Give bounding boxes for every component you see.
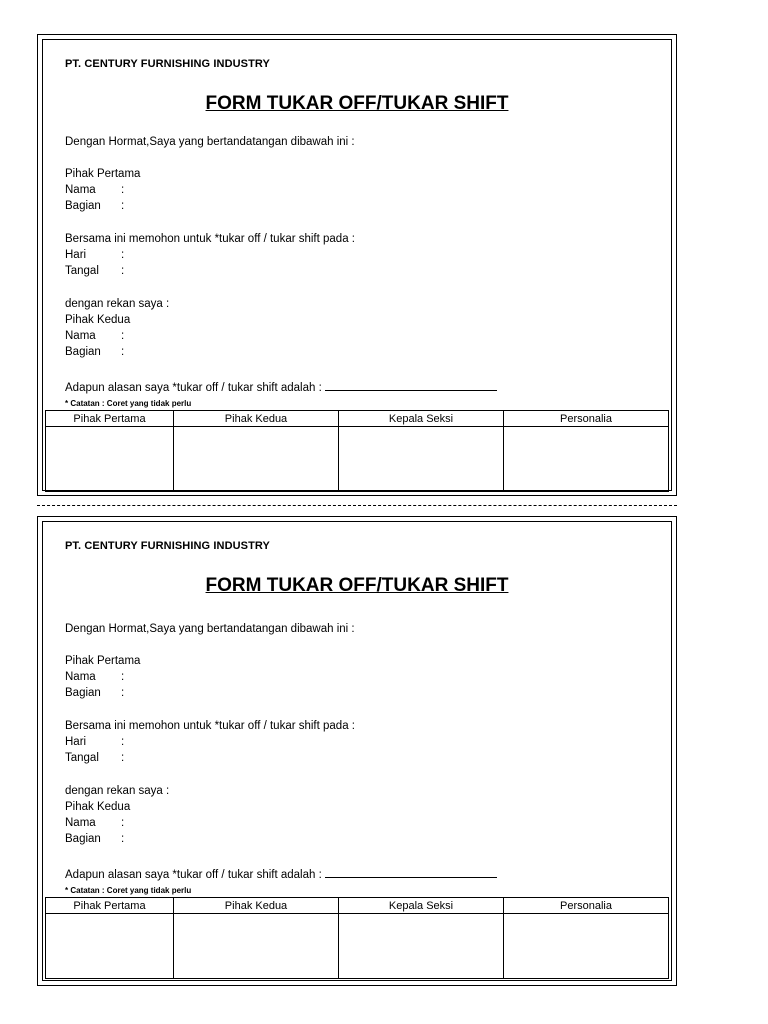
pihak-kedua-heading: Pihak Kedua <box>65 314 131 326</box>
colon: : <box>121 184 125 196</box>
nama-label: Nama <box>65 330 96 342</box>
note-text: * Catatan : Coret yang tidak perlu <box>65 886 192 895</box>
sig-header-pihak-pertama: Pihak Pertama <box>46 411 174 427</box>
signature-header-row <box>46 898 669 914</box>
nama-field-1[interactable] <box>65 184 124 196</box>
signature-row <box>46 427 669 492</box>
colon: : <box>121 752 125 764</box>
colon: : <box>121 249 125 261</box>
sig-box-pihak-kedua[interactable] <box>174 914 339 979</box>
bagian-label: Bagian <box>65 687 101 699</box>
signature-row <box>46 914 669 979</box>
tangal-label: Tangal <box>65 265 99 277</box>
sig-header-pihak-kedua: Pihak Kedua <box>174 898 339 914</box>
bagian-field-1[interactable] <box>65 200 124 212</box>
form-card-1 <box>37 34 677 496</box>
intro-text: Dengan Hormat,Saya yang bertandatangan dibawah ini : <box>65 623 355 635</box>
signature-header-row <box>46 411 669 427</box>
nama-field-1[interactable] <box>65 671 124 683</box>
bagian-field-2[interactable] <box>65 346 124 358</box>
hari-field[interactable] <box>65 249 124 261</box>
nama-field-2[interactable] <box>65 330 124 342</box>
tangal-label: Tangal <box>65 752 99 764</box>
sig-header-kepala-seksi: Kepala Seksi <box>339 898 504 914</box>
request-text: Bersama ini memohon untuk *tukar off / tukar shift pada : <box>65 233 355 245</box>
company-name: PT. CENTURY FURNISHING INDUSTRY <box>65 58 270 70</box>
colon: : <box>121 265 125 277</box>
request-text: Bersama ini memohon untuk *tukar off / tukar shift pada : <box>65 720 355 732</box>
company-name: PT. CENTURY FURNISHING INDUSTRY <box>65 540 270 552</box>
bagian-field-2[interactable] <box>65 833 124 845</box>
form-inner-border <box>42 521 672 981</box>
colon: : <box>121 817 125 829</box>
sig-header-pihak-pertama: Pihak Pertama <box>46 898 174 914</box>
sig-box-pihak-pertama[interactable] <box>46 914 174 979</box>
sig-box-pihak-kedua[interactable] <box>174 427 339 492</box>
tangal-field[interactable] <box>65 265 124 277</box>
sig-box-pihak-pertama[interactable] <box>46 427 174 492</box>
bagian-label: Bagian <box>65 346 101 358</box>
note-text: * Catatan : Coret yang tidak perlu <box>65 399 192 408</box>
form-title: FORM TUKAR OFF/TUKAR SHIFT <box>205 575 509 596</box>
nama-field-2[interactable] <box>65 817 124 829</box>
cut-line <box>37 505 677 506</box>
colon: : <box>121 346 125 358</box>
form-title: FORM TUKAR OFF/TUKAR SHIFT <box>205 93 509 114</box>
reason-blank-line[interactable] <box>325 866 497 878</box>
colon: : <box>121 687 125 699</box>
rekan-text: dengan rekan saya : <box>65 298 170 310</box>
colon: : <box>121 833 125 845</box>
reason-field[interactable] <box>65 379 497 394</box>
bagian-field-1[interactable] <box>65 687 124 699</box>
hari-label: Hari <box>65 736 87 748</box>
colon: : <box>121 736 125 748</box>
nama-label: Nama <box>65 817 96 829</box>
pihak-pertama-heading: Pihak Pertama <box>65 168 141 180</box>
signature-table <box>45 410 669 492</box>
reason-label: Adapun alasan saya *tukar off / tukar shift adalah : <box>65 869 322 881</box>
form-inner-border <box>42 39 672 491</box>
form-card-2 <box>37 516 677 986</box>
signature-table <box>45 897 669 979</box>
sig-box-personalia[interactable] <box>504 427 669 492</box>
bagian-label: Bagian <box>65 200 101 212</box>
pihak-kedua-heading: Pihak Kedua <box>65 801 131 813</box>
rekan-text: dengan rekan saya : <box>65 785 170 797</box>
nama-label: Nama <box>65 671 96 683</box>
hari-label: Hari <box>65 249 87 261</box>
reason-label: Adapun alasan saya *tukar off / tukar shift adalah : <box>65 382 322 394</box>
reason-field[interactable] <box>65 866 497 881</box>
hari-field[interactable] <box>65 736 124 748</box>
sig-header-kepala-seksi: Kepala Seksi <box>339 411 504 427</box>
sig-header-personalia: Personalia <box>504 898 669 914</box>
sig-header-pihak-kedua: Pihak Kedua <box>174 411 339 427</box>
sig-box-kepala-seksi[interactable] <box>339 427 504 492</box>
tangal-field[interactable] <box>65 752 124 764</box>
colon: : <box>121 330 125 342</box>
intro-text: Dengan Hormat,Saya yang bertandatangan dibawah ini : <box>65 136 355 148</box>
pihak-pertama-heading: Pihak Pertama <box>65 655 141 667</box>
sig-box-personalia[interactable] <box>504 914 669 979</box>
sig-header-personalia: Personalia <box>504 411 669 427</box>
sig-box-kepala-seksi[interactable] <box>339 914 504 979</box>
bagian-label: Bagian <box>65 833 101 845</box>
colon: : <box>121 200 125 212</box>
colon: : <box>121 671 125 683</box>
nama-label: Nama <box>65 184 96 196</box>
reason-blank-line[interactable] <box>325 379 497 391</box>
